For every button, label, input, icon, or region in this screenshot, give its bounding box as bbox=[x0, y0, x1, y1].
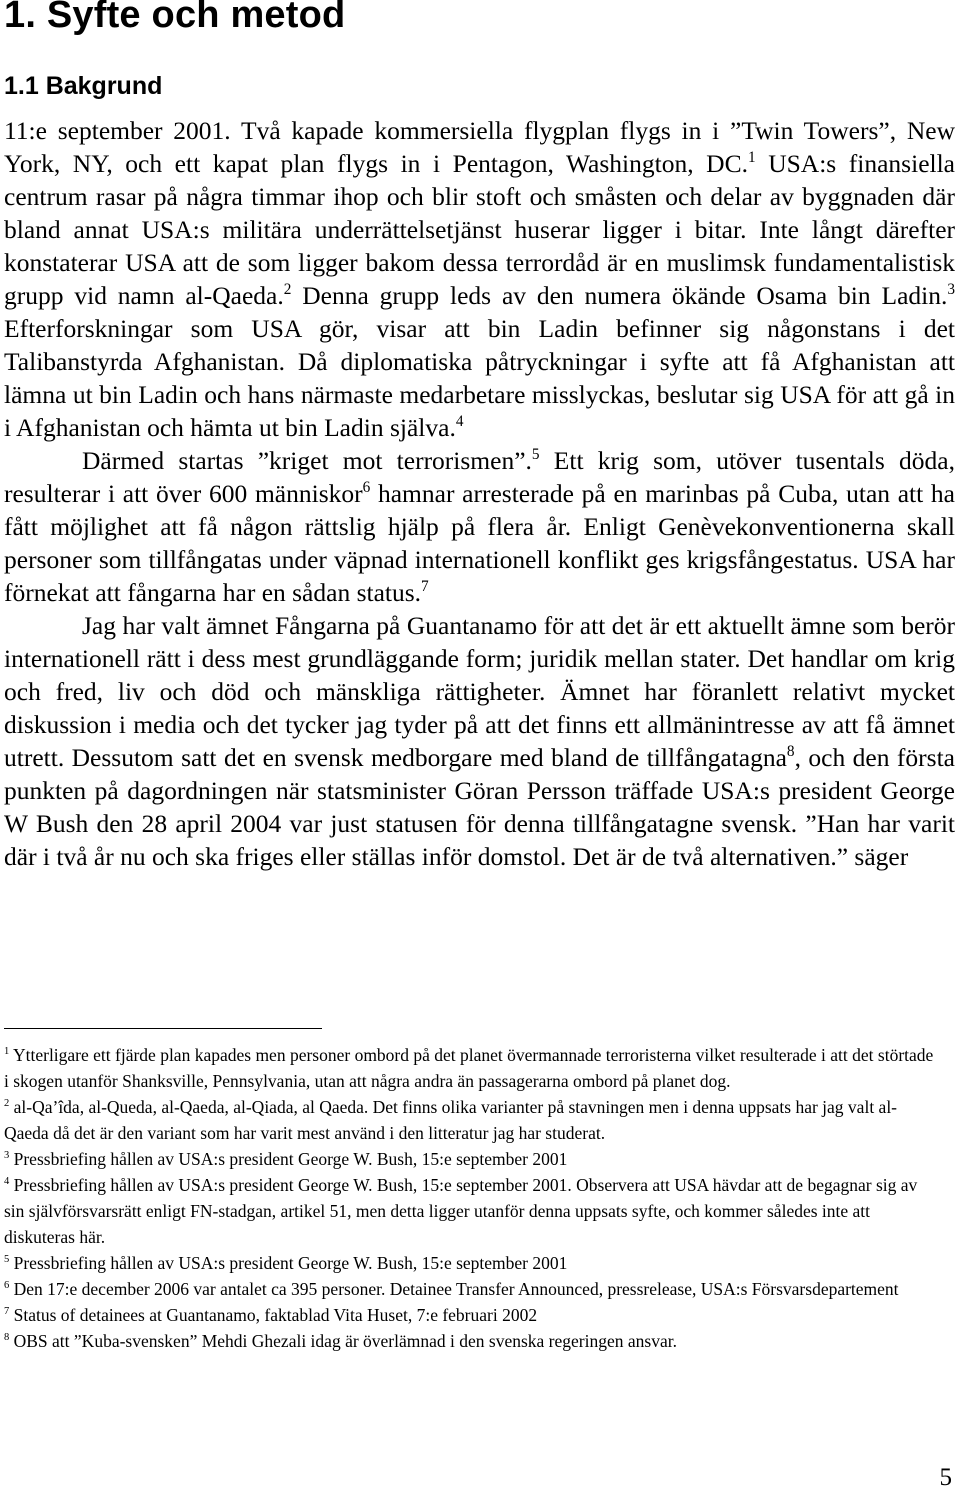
footnote-number: 5 bbox=[4, 1253, 10, 1265]
footnote-number: 3 bbox=[4, 1149, 10, 1161]
footnote-number: 1 bbox=[4, 1045, 10, 1057]
footnote bbox=[4, 1094, 934, 1146]
footnote-ref[interactable]: 8 bbox=[786, 742, 795, 760]
footnote bbox=[4, 1302, 934, 1328]
footnote-text: Pressbriefing hållen av USA:s president George W. Bush, 15:e september 2001 bbox=[13, 1253, 568, 1273]
footnote-ref[interactable]: 3 bbox=[947, 280, 956, 298]
body-text-span: hamnar arresterade på en marinbas på Cuba, utan att ha fått möjlighet att få någon rättslig hjälp på flera år. Enligt Genèvekonventionerna skall personer som tillfångatas under väpnad internationell konflikt ges krigsfångestatus. USA har förnekat att fångarna har en sådan status. bbox=[4, 479, 955, 607]
footnote-ref[interactable]: 6 bbox=[362, 478, 371, 496]
footnote bbox=[4, 1042, 934, 1094]
body-text bbox=[4, 114, 955, 873]
footnote bbox=[4, 1146, 934, 1172]
paragraph-3 bbox=[4, 609, 955, 873]
body-text-span: , och den första punkten på dagordningen när statsminister Göran Persson träffade USA:s president George W Bush den 28 april 2004 var just statusen för denna tillfångatagne svensk. ”Han har varit där i två år nu och ska friges eller ställas inför domstol. Det är de två alternativen.” säger bbox=[4, 743, 955, 871]
footnote-text: Pressbriefing hållen av USA:s president George W. Bush, 15:e september 2001. Observera att USA hävdar att de begagnar sig av sin självförsvarsrätt enligt FN-stadgan, artikel 51, men detta ligger utanför denna uppsats syfte, och kommer således inte att diskuteras här. bbox=[4, 1175, 918, 1247]
paragraph-2 bbox=[4, 444, 955, 609]
paragraph-1 bbox=[4, 114, 955, 444]
footnote-number: 4 bbox=[4, 1175, 10, 1187]
footnote-ref[interactable]: 4 bbox=[455, 412, 464, 430]
footnote-text: Pressbriefing hållen av USA:s president George W. Bush, 15:e september 2001 bbox=[13, 1149, 568, 1169]
body-text-span: Ett krig som, utöver tusentals döda, resulterar i att över 600 människor bbox=[4, 446, 955, 508]
footnote-text: Den 17:e december 2006 var antalet ca 395 personer. Detainee Transfer Announced, pressrelease, USA:s Försvarsdepartement bbox=[13, 1279, 899, 1299]
footnote-ref[interactable]: 7 bbox=[421, 577, 429, 595]
chapter-heading: 1. Syfte och metod bbox=[4, 0, 346, 36]
footnote-number: 6 bbox=[4, 1279, 10, 1291]
body-text-span: Jag har valt ämnet Fångarna på Guantanamo för att det är ett aktuellt ämne som berör internationell rätt i dess mest grundläggande form; juridik mellan stater. Det handlar om krig och fred, liv och död och mänskliga rättigheter. Ämnet har föranlett relativt mycket diskussion i media och det tycker jag tyder på att det finns ett allmänintresse av att få ämnet utrett. Dessutom satt det en svensk medborgare med bland de tillfångatagna bbox=[4, 611, 955, 772]
body-text-span: Efterforskningar som USA gör, visar att bin Ladin befinner sig någonstans i det Talibanstyrda Afghanistan. Då diplomatiska påtryckningar i syfte att få Afghanistan att lämna ut bin Ladin och hans närmaste medarbetare misslyckas, beslutar sig USA för att gå in i Afghanistan och hämta ut bin Ladin själva. bbox=[4, 314, 955, 442]
footnote-text: Ytterligare ett fjärde plan kapades men personer ombord på det planet övermannade terroristerna vilket resulterade i att det störtade i skogen utanför Shanksville, Pennsylvania, utan att några andra än passagerarna ombord på planet dog. bbox=[4, 1045, 934, 1091]
page-number: 5 bbox=[939, 1464, 952, 1491]
footnote-number: 2 bbox=[4, 1097, 10, 1109]
body-text-span: 11:e september 2001. Två kapade kommersiella flygplan flygs in i ”Twin Towers”, New York, NY, och ett kapat plan flygs in i Pentagon, Washington, DC. bbox=[4, 116, 955, 178]
body-text-span: USA:s finansiella centrum rasar på några timmar ihop och blir stoft och småsten och delar av byggnaden där bland annat USA:s militära underrättelsetjänst huserar ligger i bitar. Inte långt därefter konstaterar USA att de som ligger bakom dessa terrordåd är en muslimsk fundamentalistisk grupp vid namn al-Qaeda. bbox=[4, 149, 955, 310]
section-heading: 1.1 Bakgrund bbox=[4, 72, 163, 100]
footnote-number: 8 bbox=[4, 1331, 10, 1343]
footnote-ref[interactable]: 5 bbox=[531, 445, 540, 463]
footnote bbox=[4, 1276, 934, 1302]
footnote-text: al-Qa’îda, al-Queda, al-Qaeda, al-Qiada, al Qaeda. Det finns olika varianter på stavningen men i denna uppsats har jag valt al-Qaeda då det är den variant som har varit mest använd i den litteratur jag har studerat. bbox=[4, 1097, 898, 1143]
footnote-text: OBS att ”Kuba-svensken” Mehdi Ghezali idag är överlämnad i den svenska regeringen ansvar. bbox=[13, 1331, 677, 1351]
footnotes bbox=[4, 1042, 934, 1354]
footnote-separator bbox=[4, 1028, 322, 1029]
body-text-span: Denna grupp leds av den numera ökände Osama bin Ladin. bbox=[291, 281, 948, 310]
footnote-ref[interactable]: 2 bbox=[283, 280, 292, 298]
body-text-span: Därmed startas ”kriget mot terrorismen”. bbox=[82, 446, 532, 475]
footnote-ref[interactable]: 1 bbox=[747, 148, 756, 166]
footnote-text: Status of detainees at Guantanamo, faktablad Vita Huset, 7:e februari 2002 bbox=[13, 1305, 538, 1325]
footnote bbox=[4, 1172, 934, 1250]
footnote bbox=[4, 1328, 934, 1354]
footnote-number: 7 bbox=[4, 1305, 10, 1317]
footnote bbox=[4, 1250, 934, 1276]
